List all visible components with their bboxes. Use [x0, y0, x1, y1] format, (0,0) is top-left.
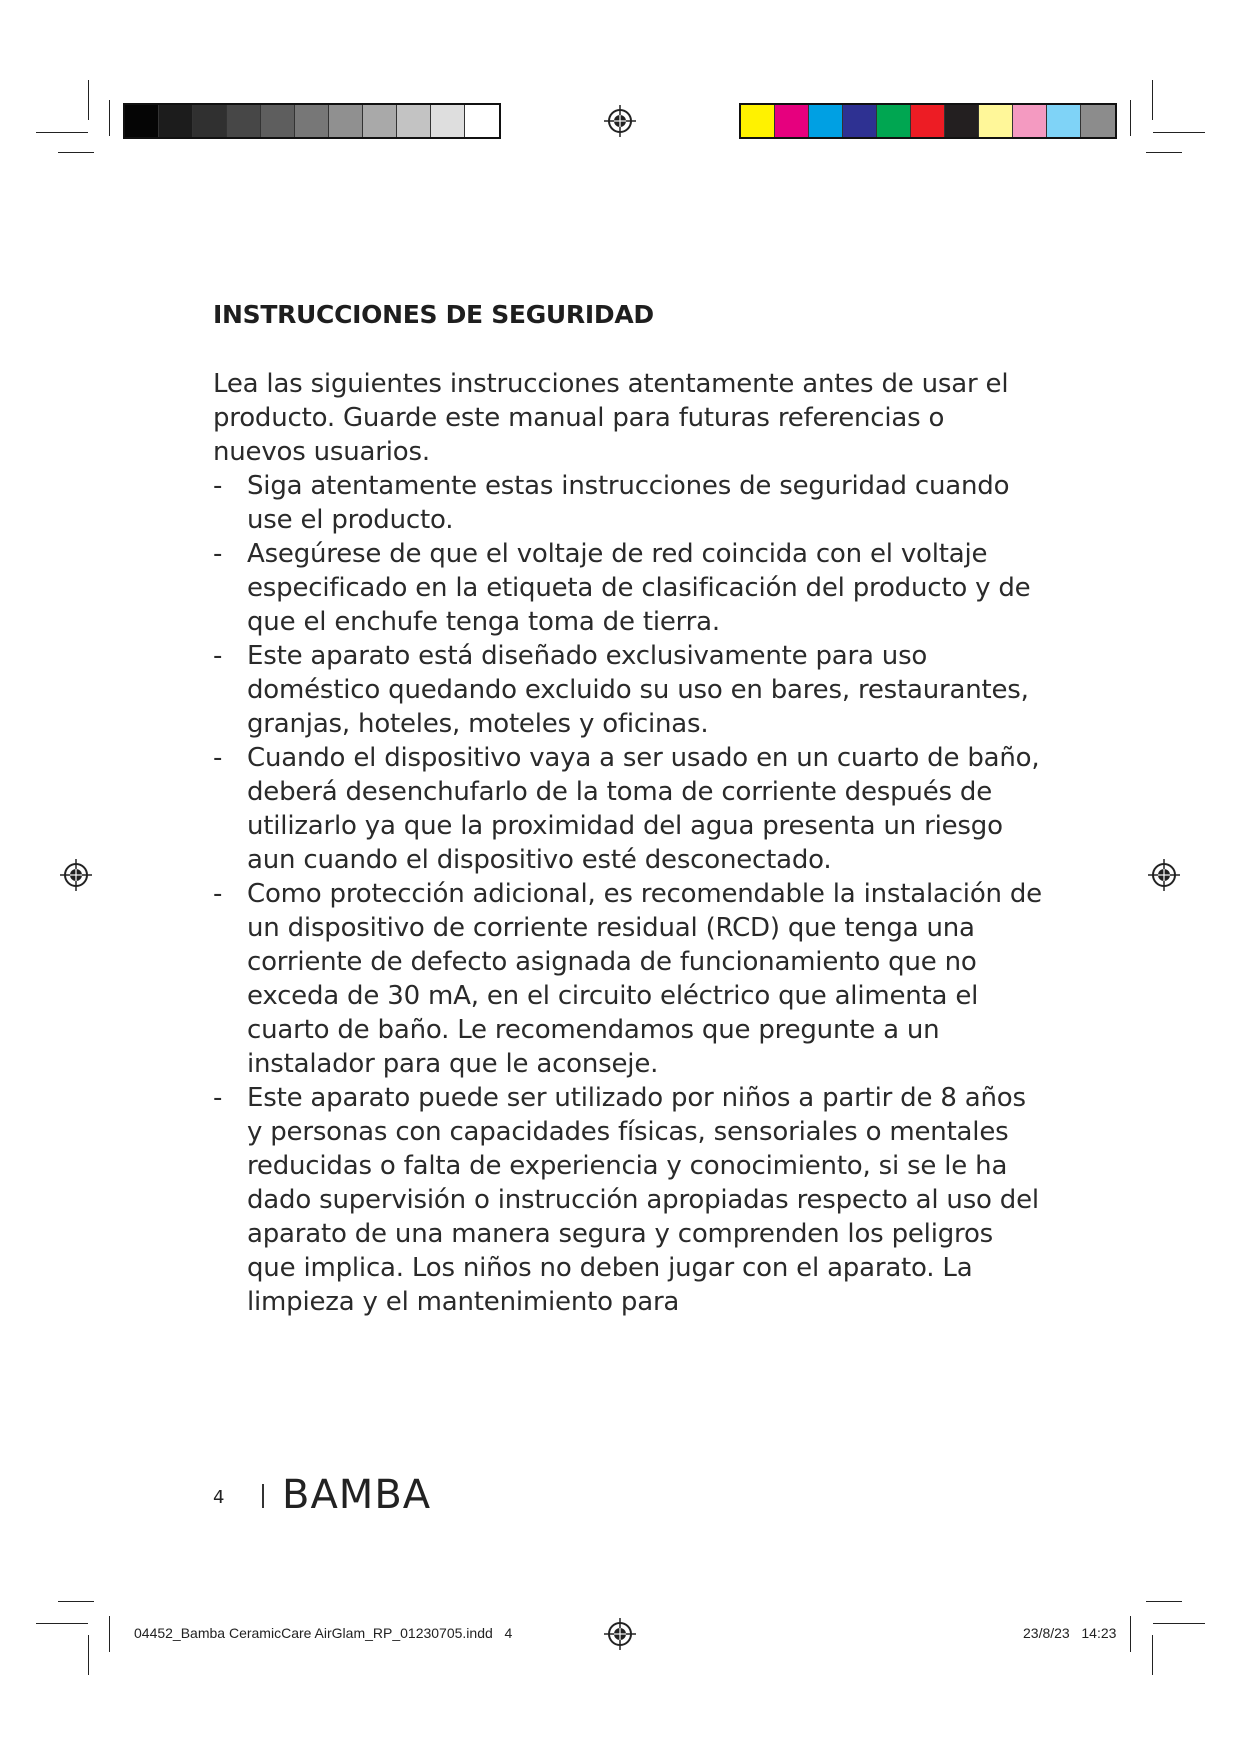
safety-list	[213, 469, 1043, 1319]
intro-paragraph: Lea las siguientes instrucciones atentamente antes de usar el producto. Guarde este manual para futuras referencias o nuevos usuarios.	[213, 369, 1009, 467]
grayscale-bar	[123, 103, 501, 139]
color-swatch	[431, 105, 465, 137]
list-item	[213, 469, 1043, 537]
color-swatch	[329, 105, 363, 137]
list-item-text: Este aparato está diseñado exclusivamente para uso doméstico quedando excluido su uso en bares, restaurantes, granjas, hoteles, moteles y oficinas.	[247, 641, 1029, 739]
crop-mark	[1153, 132, 1205, 133]
color-swatch	[363, 105, 397, 137]
crop-mark	[1146, 152, 1182, 153]
list-item	[213, 877, 1043, 1081]
color-swatch	[945, 105, 979, 137]
crop-mark	[58, 1601, 94, 1602]
color-swatch	[227, 105, 261, 137]
color-swatch	[193, 105, 227, 137]
crop-mark	[88, 80, 89, 120]
list-item-text: Siga atentamente estas instrucciones de seguridad cuando use el producto.	[247, 471, 1010, 535]
color-swatch	[295, 105, 329, 137]
list-item	[213, 639, 1043, 741]
crop-mark	[58, 152, 94, 153]
bullet-dash: -	[213, 471, 223, 501]
crop-mark	[1152, 1635, 1153, 1675]
color-swatch	[741, 105, 775, 137]
color-swatch	[1013, 105, 1047, 137]
crop-mark	[1130, 1616, 1131, 1652]
color-swatch	[261, 105, 295, 137]
bullet-dash: -	[213, 879, 223, 909]
crop-mark	[1152, 80, 1153, 120]
crop-mark	[1146, 1601, 1182, 1602]
color-swatch	[979, 105, 1013, 137]
instructions-body	[213, 367, 1043, 1319]
color-swatch	[843, 105, 877, 137]
crop-mark	[109, 100, 110, 136]
list-item	[213, 741, 1043, 877]
slug-date: 23/8/23 14:23	[1023, 1625, 1117, 1641]
color-swatch	[465, 105, 499, 137]
color-bar	[739, 103, 1117, 139]
list-item	[213, 537, 1043, 639]
page-number: 4	[213, 1487, 225, 1508]
registration-mark-icon	[60, 859, 92, 891]
color-swatch	[809, 105, 843, 137]
slug-filename: 04452_Bamba CeramicCare AirGlam_RP_01230705.indd 4	[134, 1625, 513, 1641]
list-item-text: Este aparato puede ser utilizado por niños a partir de 8 años y personas con capacidades físicas, sensoriales o mentales reducidas o falta de experiencia y conocimiento, si se le ha dado supervisión o instrucción apropiadas respecto al uso del aparato de una manera segura y comprenden los peligros que implica. Los niños no deben jugar con el aparato. La limpieza y el mantenimiento para	[247, 1083, 1039, 1317]
color-swatch	[877, 105, 911, 137]
registration-mark-icon	[1148, 859, 1180, 891]
footer-divider	[262, 1484, 264, 1508]
color-swatch	[1081, 105, 1115, 137]
page-title: INSTRUCCIONES DE SEGURIDAD	[213, 300, 654, 329]
bullet-dash: -	[213, 743, 223, 773]
bullet-dash: -	[213, 1083, 223, 1113]
color-swatch	[397, 105, 431, 137]
color-swatch	[125, 105, 159, 137]
crop-mark	[109, 1616, 110, 1652]
list-item	[213, 1081, 1043, 1319]
crop-mark	[36, 132, 88, 133]
color-swatch	[775, 105, 809, 137]
crop-mark	[1130, 100, 1131, 136]
list-item-text: Como protección adicional, es recomendable la instalación de un dispositivo de corriente residual (RCD) que tenga una corriente de defecto asignada de funcionamiento que no exceda de 30 mA, en el circuito eléctrico que alimenta el cuarto de baño. Le recomendamos que pregunte a un instalador para que le aconseje.	[247, 879, 1042, 1079]
registration-mark-icon	[604, 1618, 636, 1650]
crop-mark	[36, 1623, 88, 1624]
crop-mark	[88, 1635, 89, 1675]
bullet-dash: -	[213, 539, 223, 569]
color-swatch	[159, 105, 193, 137]
list-item-text: Asegúrese de que el voltaje de red coincida con el voltaje especificado en la etiqueta de clasificación del producto y de que el enchufe tenga toma de tierra.	[247, 539, 1031, 637]
registration-mark-icon	[604, 105, 636, 137]
list-item-text: Cuando el dispositivo vaya a ser usado en un cuarto de baño, deberá desenchufarlo de la toma de corriente después de utilizarlo ya que la proximidad del agua presenta un riesgo aun cuando el dispositivo esté desconectado.	[247, 743, 1040, 875]
bullet-dash: -	[213, 641, 223, 671]
color-swatch	[911, 105, 945, 137]
brand-logo: BAMBA	[282, 1472, 432, 1518]
color-swatch	[1047, 105, 1081, 137]
crop-mark	[1153, 1623, 1205, 1624]
